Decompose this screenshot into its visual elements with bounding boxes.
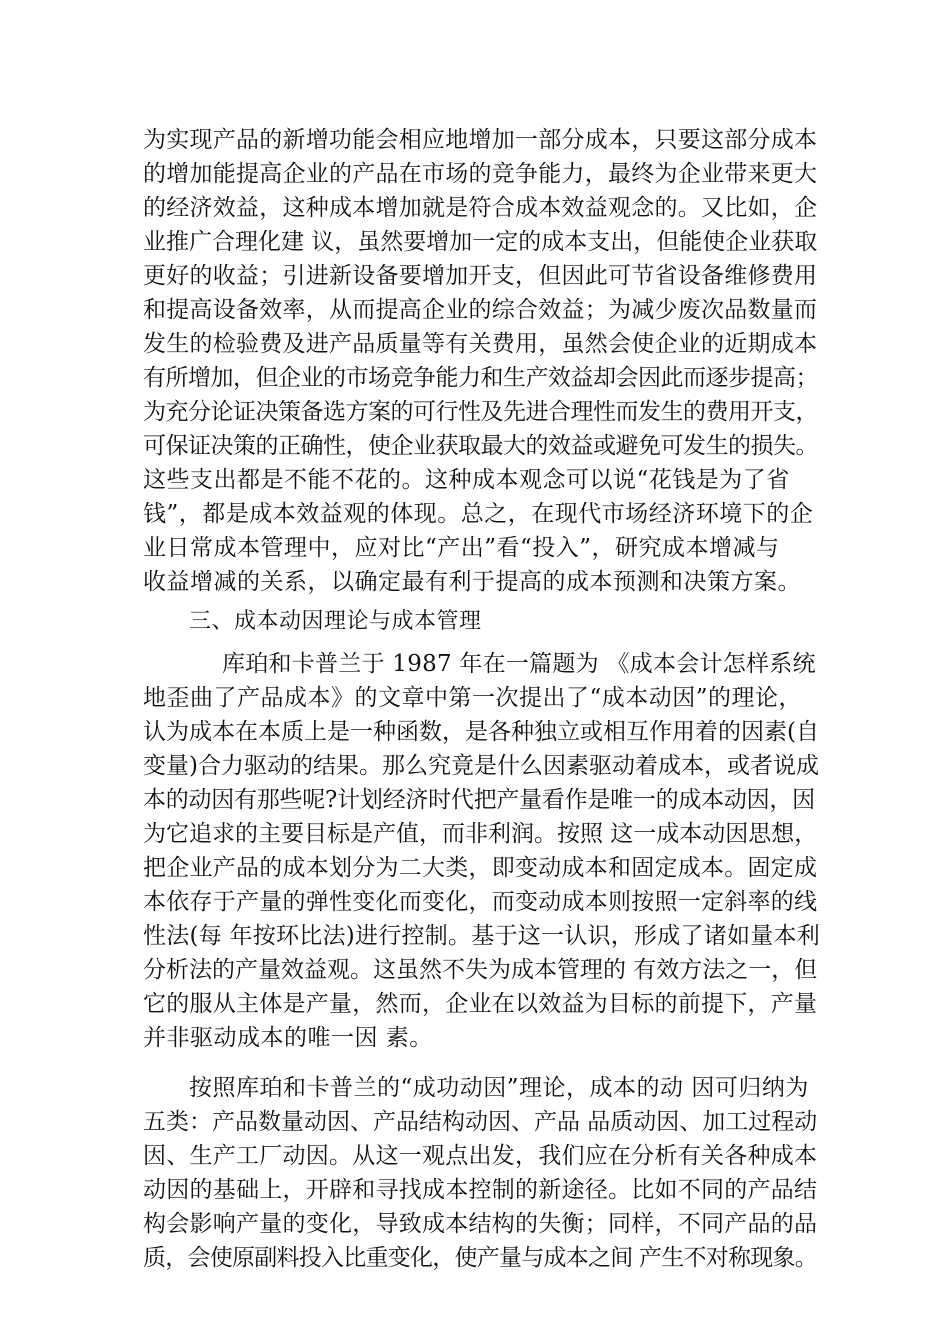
text-line: 把企业产品的成本划分为二大类，即变动成本和固定成本。固定成 <box>143 855 818 881</box>
text-line: 和提高设备效率，从而提高企业的综合效益；为减少废次品数量而 <box>143 297 818 323</box>
text-line: 因、生产工厂动因。从这一观点出发，我们应在分析有关各种成本 <box>143 1143 818 1169</box>
text-line: 认为成本在本质上是一种函数，是各种独立或相互作用着的因素(自 <box>143 719 819 745</box>
text-line: 可保证决策的正确性，使企业获取最大的效益或避免可发生的损失。 <box>143 433 818 459</box>
text-line: 五类：产品数量动因、产品结构动因、产品 品质动因、加工过程动 <box>143 1109 818 1135</box>
text-line: 钱”，都是成本效益观的体现。总之，在现代市场经济环境下的企 <box>143 501 814 527</box>
section-heading: 三、成本动因理论与成本管理 <box>189 609 482 634</box>
text-line: 业推广合理化建 议，虽然要增加一定的成本支出，但能使企业获取 <box>143 229 818 255</box>
text-line: 的经济效益，这种成本增加就是符合成本效益观念的。又比如，企 <box>143 195 818 221</box>
text-line: 本的动因有那些呢?计划经济时代把产量看作是唯一的成本动因，因 <box>143 787 815 813</box>
text-line: 本依存于产量的弹性变化而变化，而变动成本则按照一定斜率的线 <box>143 889 818 915</box>
text-line: 按照库珀和卡普兰的“成功动因”理论，成本的动 因可归纳为 <box>189 1075 809 1101</box>
text-line: 更好的收益；引进新设备要增加开支，但因此可节省设备维修费用 <box>143 263 818 289</box>
text-line: 发生的检验费及进产品质量等有关费用，虽然会使企业的近期成本 <box>143 331 818 357</box>
text-line: 这些支出都是不能不花的。这种成本观念可以说“花钱是为了省 <box>143 467 790 493</box>
text-line: 地歪曲了产品成本》的文章中第一次提出了“成本动因”的理论， <box>143 685 803 711</box>
text-line: 库珀和卡普兰于 1987 年在一篇题为 《成本会计怎样系统 <box>222 651 816 677</box>
text-line: 收益增减的关系，以确定最有利于提高的成本预测和决策方案。 <box>143 569 801 595</box>
text-line: 为充分论证决策备选方案的可行性及先进合理性而发生的费用开支， <box>143 399 818 425</box>
text-line: 的增加能提高企业的产品在市场的竞争能力，最终为企业带来更大 <box>143 161 818 187</box>
text-line: 为实现产品的新增功能会相应地增加一部分成本，只要这部分成本 <box>143 127 818 153</box>
text-line: 动因的基础上，开辟和寻找成本控制的新途径。比如不同的产品结 <box>143 1177 818 1203</box>
text-line: 性法(每 年按环比法)进行控制。基于这一认识，形成了诸如量本利 <box>143 923 821 949</box>
text-line: 为它追求的主要目标是产值，而非利润。按照 这一成本动因思想， <box>143 821 818 847</box>
text-line: 分析法的产量效益观。这虽然不失为成本管理的 有效方法之一，但 <box>143 957 818 983</box>
text-line: 质，会使原副料投入比重变化，使产量与成本之间 产生不对称现象。 <box>143 1245 818 1271</box>
text-line: 有所增加，但企业的市场竞争能力和生产效益却会因此而逐步提高； <box>143 365 818 391</box>
text-line: 构会影响产量的变化，导致成本结构的失衡；同样，不同产品的品 <box>143 1211 818 1237</box>
text-line: 业日常成本管理中，应对比“产出”看“投入”，研究成本增减与 <box>143 535 780 561</box>
text-line: 变量)合力驱动的结果。那么究竟是什么因素驱动着成本，或者说成 <box>143 753 819 779</box>
text-line: 并非驱动成本的唯一因 素。 <box>143 1025 433 1051</box>
text-line: 它的服从主体是产量，然而，企业在以效益为目标的前提下，产量 <box>143 991 818 1017</box>
